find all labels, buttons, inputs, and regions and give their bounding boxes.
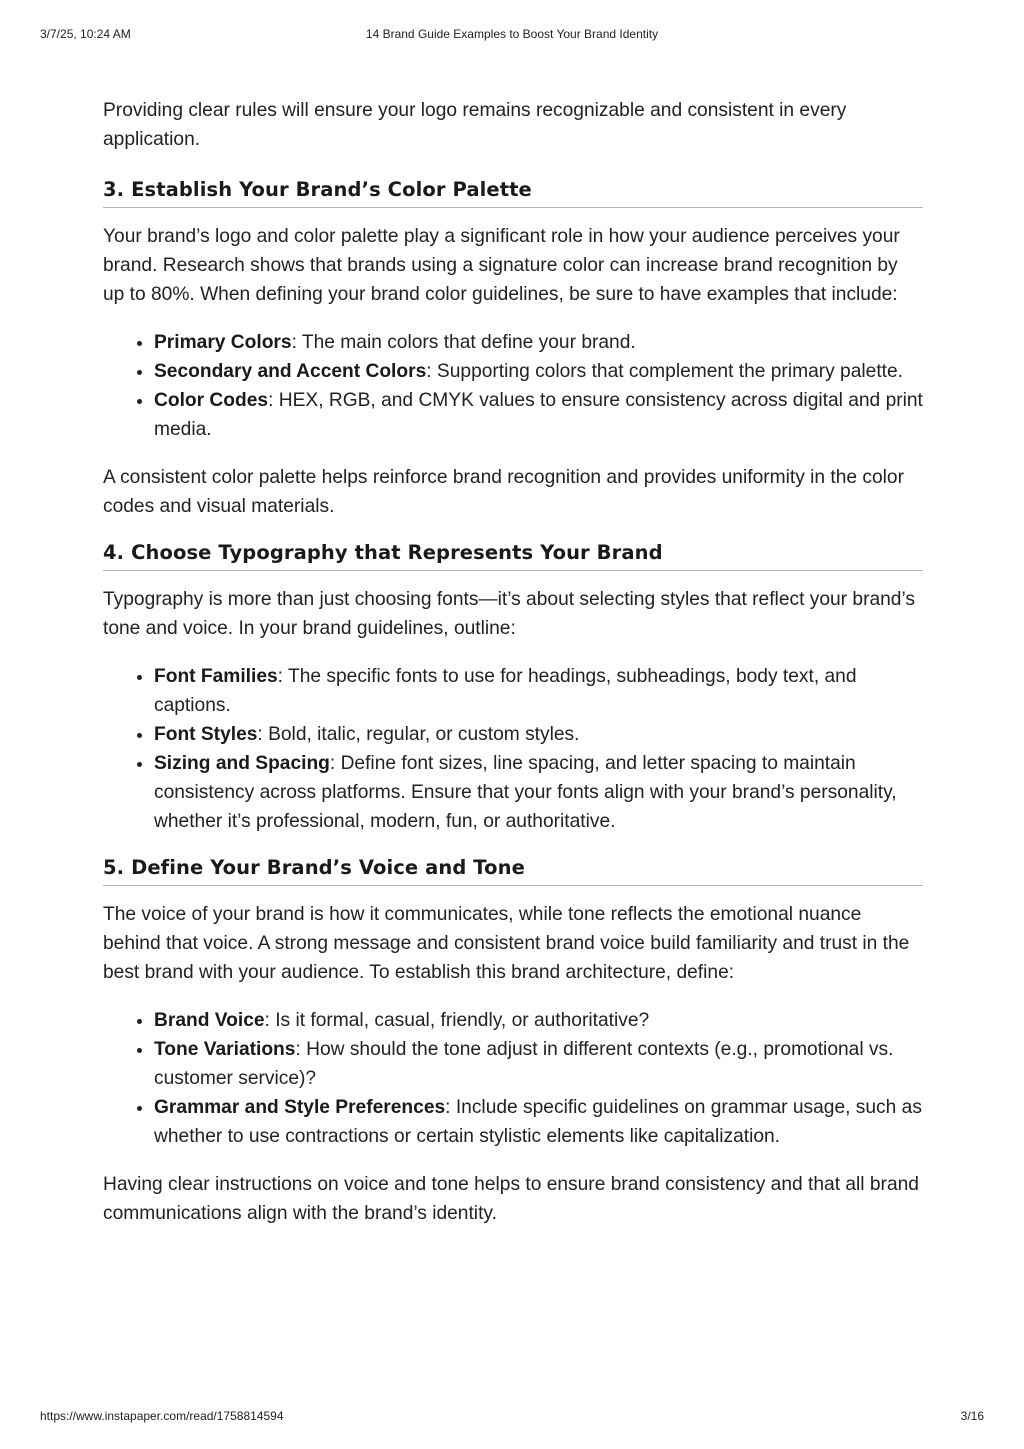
print-header [40, 27, 984, 43]
intro-paragraph: Providing clear rules will ensure your logo remains recognizable and consistent in every application. [103, 100, 847, 150]
list-item-text: : Define font sizes, line spacing, and letter spacing to maintain consistency across platforms. Ensure that your fonts align with your brand’s personality, whether it’s professional, modern, fun, or authoritative. [154, 753, 897, 832]
list-item-term: Brand Voice [154, 1010, 265, 1031]
list-item [154, 386, 923, 444]
list-item-term: Grammar and Style Preferences [154, 1097, 446, 1118]
section-heading-typography: 4. Choose Typography that Represents Your Brand [103, 540, 923, 571]
list-item [154, 1006, 923, 1035]
section-heading-voice-tone: 5. Define Your Brand’s Voice and Tone [103, 855, 923, 886]
section-closing-paragraph: A consistent color palette helps reinforce brand recognition and provides uniformity in the color codes and visual materials. [103, 467, 904, 517]
list-item-text: : The main colors that define your brand. [291, 332, 636, 353]
section-heading-color-palette: 3. Establish Your Brand’s Color Palette [103, 177, 923, 208]
page-number: 3/16 [960, 1409, 984, 1423]
list-item-term: Secondary and Accent Colors [154, 361, 427, 382]
list-item [154, 749, 923, 836]
list-item-term: Font Families [154, 666, 278, 687]
list-item-text: : Bold, italic, regular, or custom styles. [257, 724, 580, 745]
list-item-term: Font Styles [154, 724, 258, 745]
list-item-term: Tone Variations [154, 1039, 296, 1060]
list-item-text: : The specific fonts to use for headings, subheadings, body text, and captions. [154, 666, 857, 716]
list-item [154, 720, 923, 749]
section-paragraph: Your brand’s logo and color palette play a significant role in how your audience perceives your brand. Research shows that brands using a signature color can increase brand recognition by up to 80%. When defining your brand color guidelines, be sure to have examples that include: [103, 226, 900, 305]
article-body [103, 96, 923, 1247]
list-item [154, 1035, 923, 1093]
list-item-text: : How should the tone adjust in different contexts (e.g., promotional vs. customer service)? [154, 1039, 894, 1089]
list-item-text: : Supporting colors that complement the primary palette. [426, 361, 903, 382]
section-paragraph: Typography is more than just choosing fonts—it’s about selecting styles that reflect your brand’s tone and voice. In your brand guidelines, outline: [103, 589, 915, 639]
print-footer [40, 1409, 984, 1425]
bullet-list [103, 1006, 923, 1151]
list-item-term: Sizing and Spacing [154, 753, 330, 774]
list-item-text: : Include specific guidelines on grammar usage, such as whether to use contractions or certain stylistic elements like capitalization. [154, 1097, 922, 1147]
section-closing-paragraph: Having clear instructions on voice and tone helps to ensure brand consistency and that all brand communications align with the brand’s identity. [103, 1174, 919, 1224]
page-url[interactable]: https://www.instapaper.com/read/1758814594 [40, 1409, 284, 1423]
bullet-list [103, 662, 923, 836]
print-document-title: 14 Brand Guide Examples to Boost Your Brand Identity [365, 27, 659, 41]
list-item [154, 662, 923, 720]
list-item [154, 328, 923, 357]
list-item-term: Primary Colors [154, 332, 292, 353]
section-paragraph: The voice of your brand is how it communicates, while tone reflects the emotional nuance behind that voice. A strong message and consistent brand voice build familiarity and trust in the best brand with your audience. To establish this brand architecture, define: [103, 904, 910, 983]
list-item [154, 357, 923, 386]
list-item-text: : HEX, RGB, and CMYK values to ensure consistency across digital and print media. [154, 390, 923, 440]
list-item-text: : Is it formal, casual, friendly, or authoritative? [264, 1010, 650, 1031]
bullet-list [103, 328, 923, 444]
print-datetime: 3/7/25, 10:24 AM [40, 27, 131, 41]
list-item-term: Color Codes [154, 390, 269, 411]
list-item [154, 1093, 923, 1151]
